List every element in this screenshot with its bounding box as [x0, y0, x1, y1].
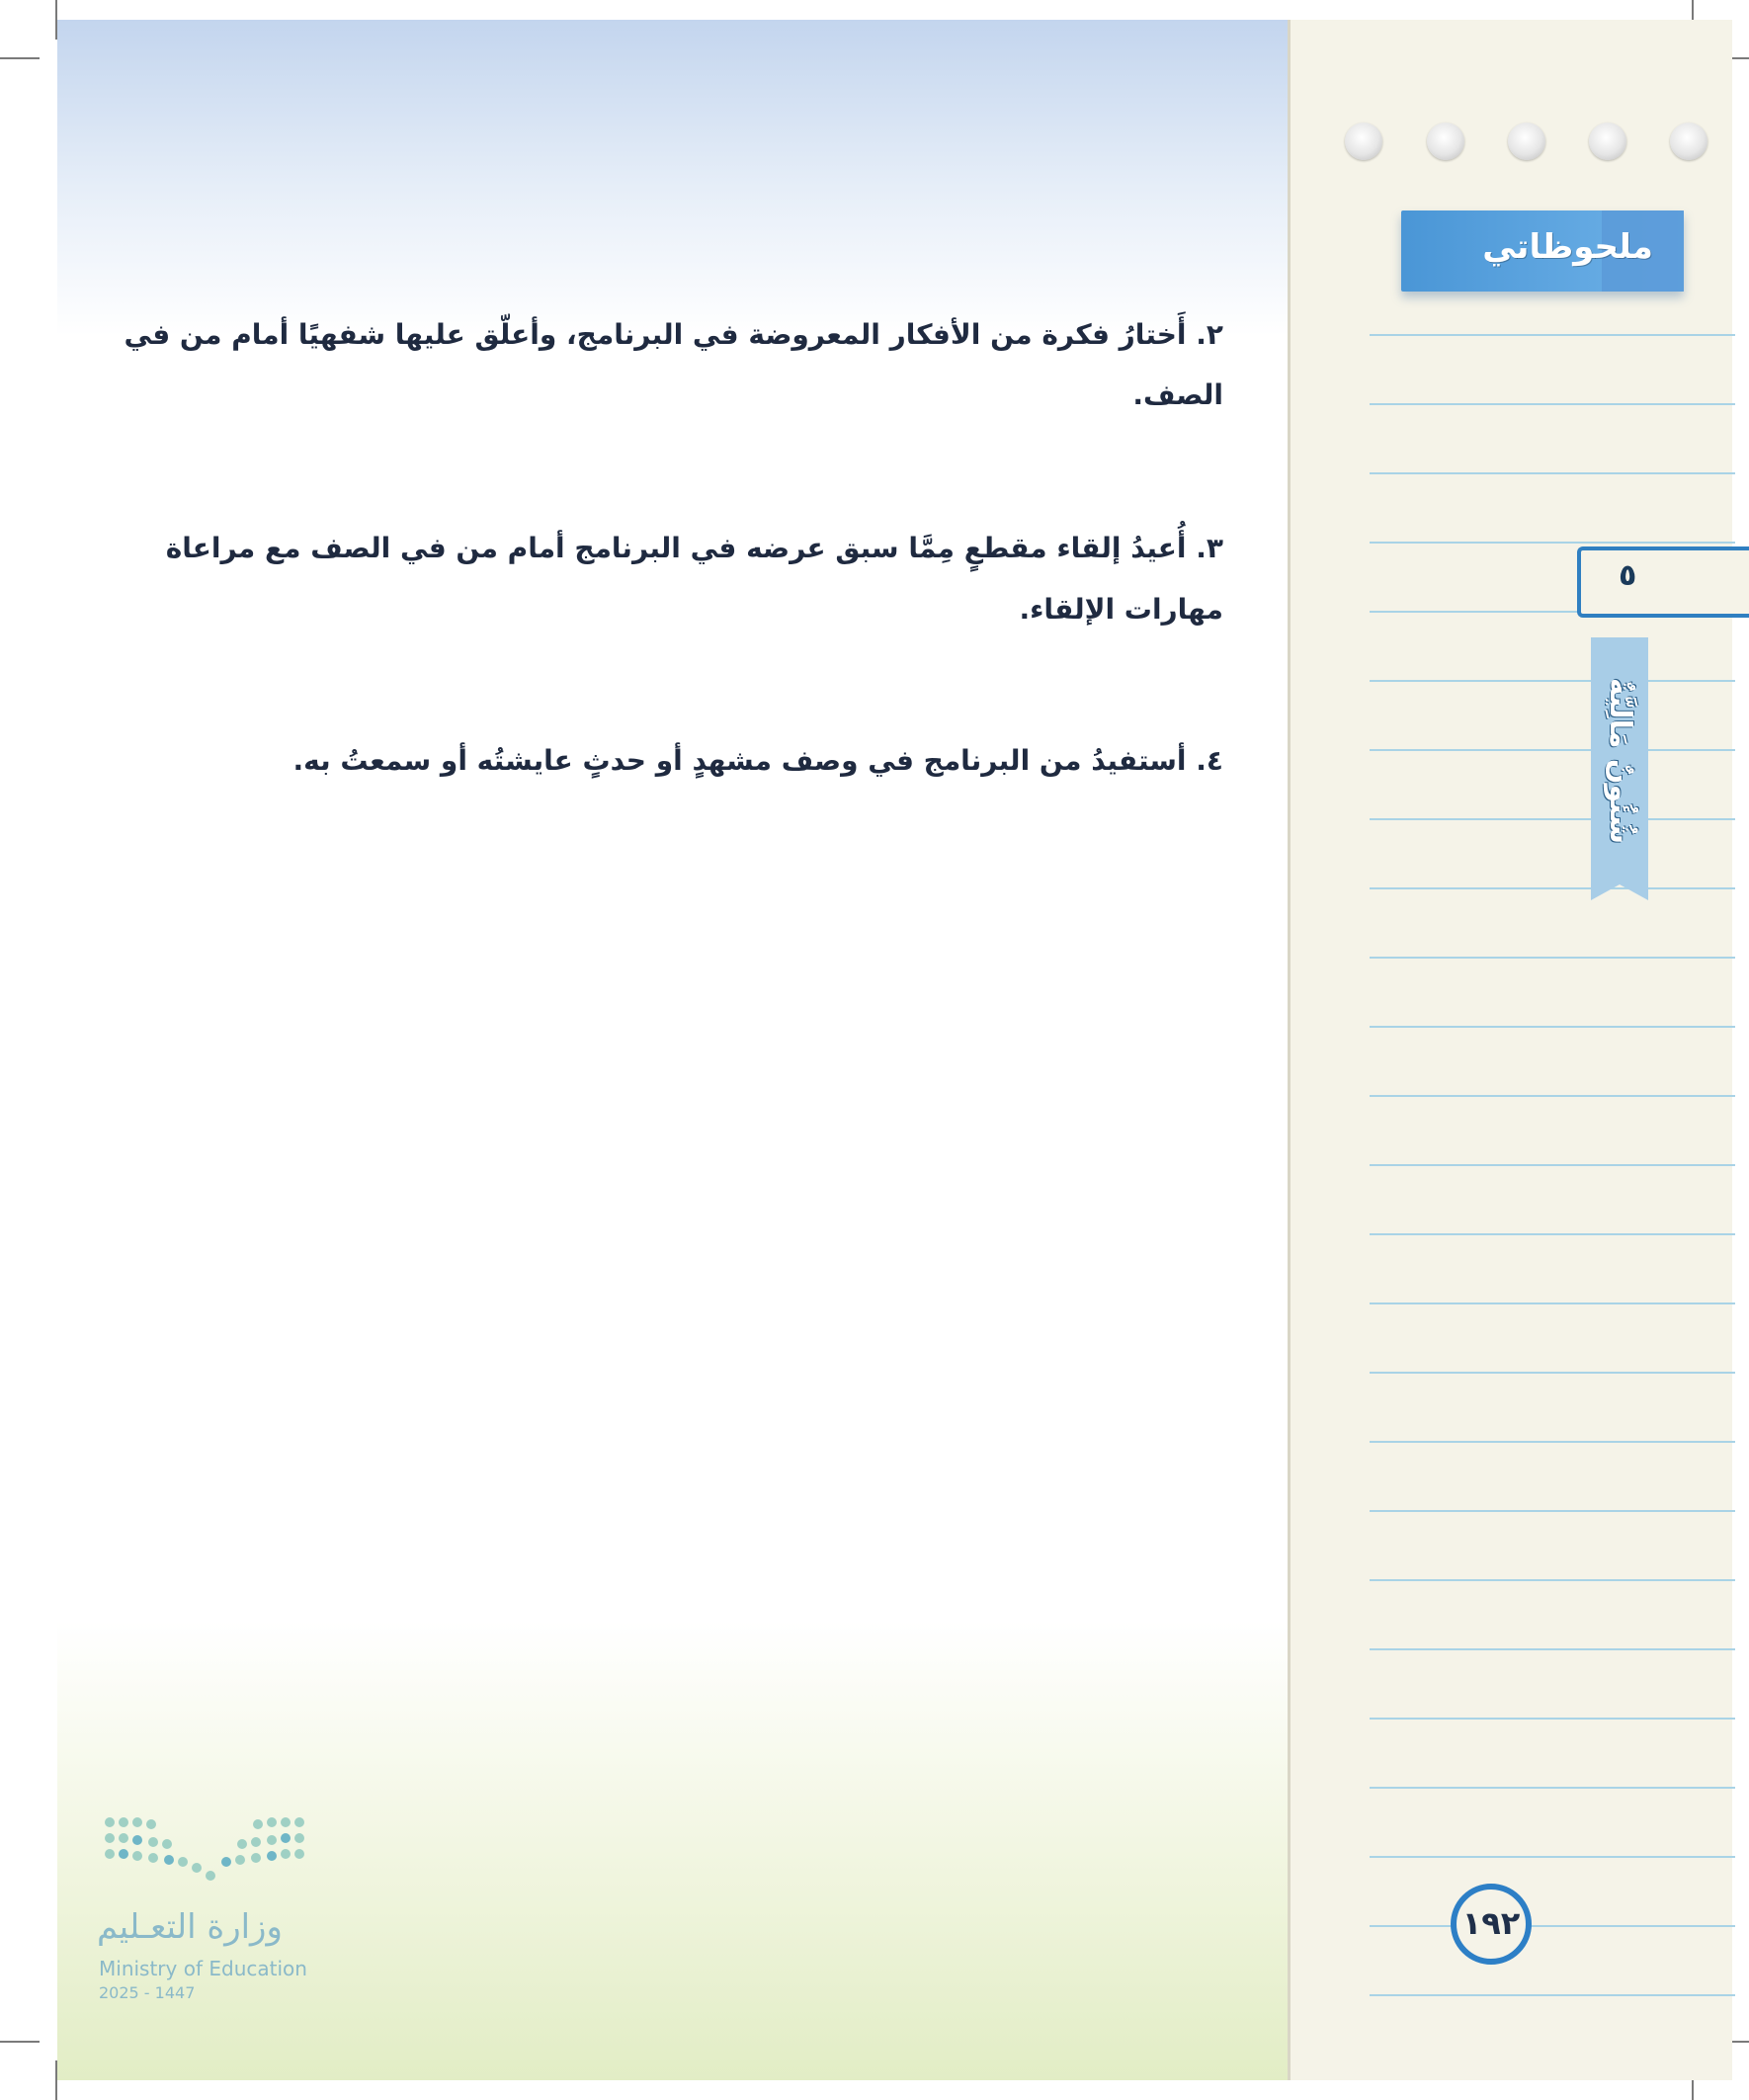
ruled-line: [1370, 887, 1735, 889]
ruled-line: [1370, 1302, 1735, 1304]
ruled-line: [1370, 1718, 1735, 1720]
ruled-line: [1370, 818, 1735, 820]
ruled-line: [1370, 1510, 1735, 1512]
notes-title: ملحوظاتي: [1482, 227, 1653, 267]
page-number: ١٩٢: [1451, 1884, 1532, 1965]
logo-dots-icon: [97, 1813, 316, 1892]
ruled-line: [1370, 1372, 1735, 1374]
unit-number-box: [1577, 546, 1749, 618]
item-2-line-1: ٢. أَختارُ فكرة من الأفكار المعروضة في البرنامج، وأعلّق عليها شفهيًا أمام من في: [124, 318, 1223, 351]
unit-ribbon: [1591, 637, 1648, 884]
ruled-line: [1370, 1787, 1735, 1789]
ruled-line: [1370, 1648, 1735, 1650]
logo-name-english: Ministry of Education: [99, 1957, 307, 1980]
binder-ring-icon: [1345, 123, 1382, 160]
ruled-line: [1370, 1026, 1735, 1028]
binder-ring-icon: [1589, 123, 1626, 160]
ruled-line: [1370, 1856, 1735, 1858]
binder-ring-icon: [1508, 123, 1545, 160]
ruled-line: [1370, 472, 1735, 474]
ruled-line: [1370, 1095, 1735, 1097]
binder-ring-icon: [1670, 123, 1707, 160]
item-3-line-2: مهارات الإلقاء.: [1019, 593, 1223, 626]
ruled-line: [1370, 542, 1735, 544]
ruled-line: [1370, 334, 1735, 336]
unit-name: شُئُونٌ مَالِيَّةٌ: [1603, 677, 1637, 845]
ministry-logo: [97, 1813, 324, 2011]
ruled-line: [1370, 1441, 1735, 1443]
crop-mark: [0, 57, 40, 59]
ruled-line: [1370, 957, 1735, 959]
ruled-line: [1370, 1994, 1735, 1996]
ruled-line: [1370, 1579, 1735, 1581]
unit-number: ٥: [1619, 558, 1637, 593]
item-4-line-1: ٤. أستفيدُ من البرنامج في وصف مشهدٍ أو حدثٍ عايشتُه أو سمعتُ به.: [292, 744, 1223, 777]
binder-ring-icon: [1427, 123, 1464, 160]
ruled-line: [1370, 1164, 1735, 1166]
ruled-line: [1370, 749, 1735, 751]
crop-mark: [0, 2041, 40, 2043]
ruled-line: [1370, 680, 1735, 682]
logo-name-arabic: وزارة التعـليم: [97, 1907, 283, 1947]
logo-year: 2025 - 1447: [99, 1983, 196, 2002]
ruled-line: [1370, 1925, 1735, 1927]
item-2-line-2: الصف.: [1132, 378, 1223, 411]
notes-sidebar: [1288, 20, 1732, 2080]
ruled-line: [1370, 1233, 1735, 1235]
ruled-line: [1370, 403, 1735, 405]
item-3-line-1: ٣. أُعيدُ إلقاء مقطعٍ مِمَّا سبق عرضه في البرنامج أمام من في الصف مع مراعاة: [165, 532, 1223, 564]
